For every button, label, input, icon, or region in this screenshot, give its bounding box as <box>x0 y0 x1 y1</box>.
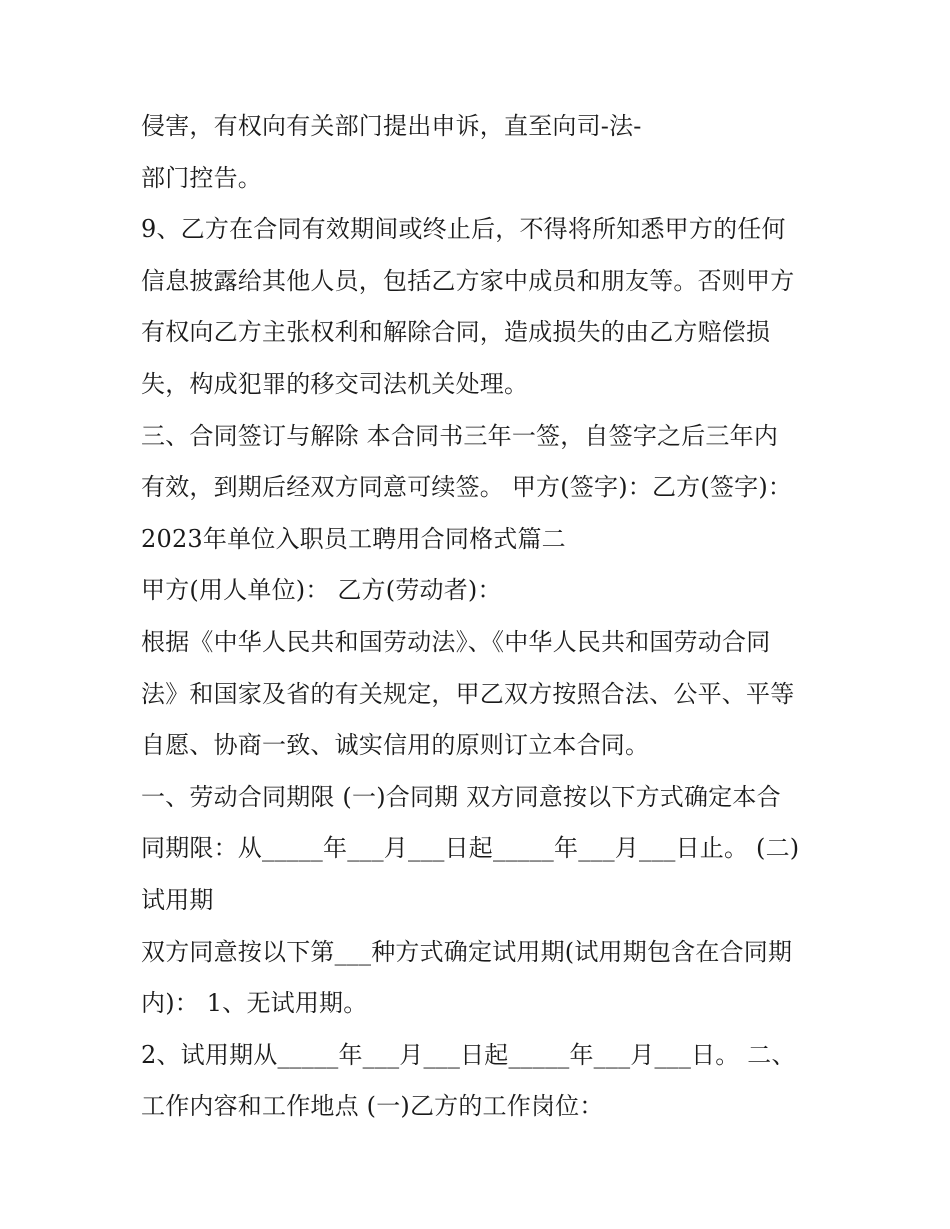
text-line: 失，构成犯罪的移交司法机关处理。 <box>141 369 529 398</box>
document-body <box>141 101 831 1133</box>
text-line: 9、乙方在合同有效期间或终止后，不得将所知悉甲方的任何 <box>141 215 786 244</box>
signature-line: 有效，到期后经双方同意可续签。 甲方(签字)：乙方(签字)： <box>141 473 793 502</box>
text-line: 侵害，有权向有关部门提出申诉，直至向司-法- <box>141 112 642 140</box>
section-heading-line: 一、劳动合同期限 (一)合同期 双方同意按以下方式确定本合 <box>141 782 781 811</box>
text-line: 有权向乙方主张权利和解除合同，造成损失的由乙方赔偿损 <box>141 318 771 347</box>
probation-term-line: 2、试用期从_____年___月___日起_____年___月___日。 二、 <box>141 1040 796 1069</box>
section-heading-line: 三、合同签订与解除 本合同书三年一签，自签字之后三年内 <box>141 421 779 450</box>
text-line: 内)： 1、无试用期。 <box>141 989 368 1018</box>
parties-line: 甲方(用人单位)： 乙方(劳动者)： <box>141 576 502 605</box>
text-line: 部门控告。 <box>141 163 262 192</box>
text-line: 自愿、协商一致、诚实信用的原则订立本合同。 <box>141 731 650 760</box>
text-line: 信息披露给其他人员，包括乙方家中成员和朋友等。否则甲方 <box>141 266 795 295</box>
document-title-line: 2023年单位入职员工聘用合同格式篇二 <box>141 524 566 553</box>
text-line: 法》和国家及省的有关规定，甲乙双方按照合法、公平、平等 <box>141 679 795 708</box>
text-line: 根据《中华人民共和国劳动法》、《中华人民共和国劳动合同 <box>141 627 771 656</box>
section-heading-line: 工作内容和工作地点 (一)乙方的工作岗位： <box>141 1092 604 1121</box>
text-line: 试用期 <box>141 885 214 914</box>
contract-term-line: 同期限：从_____年___月___日起_____年___月___日止。 (二) <box>141 834 800 863</box>
text-line: 双方同意按以下第___种方式确定试用期(试用期包含在合同期 <box>141 937 793 966</box>
